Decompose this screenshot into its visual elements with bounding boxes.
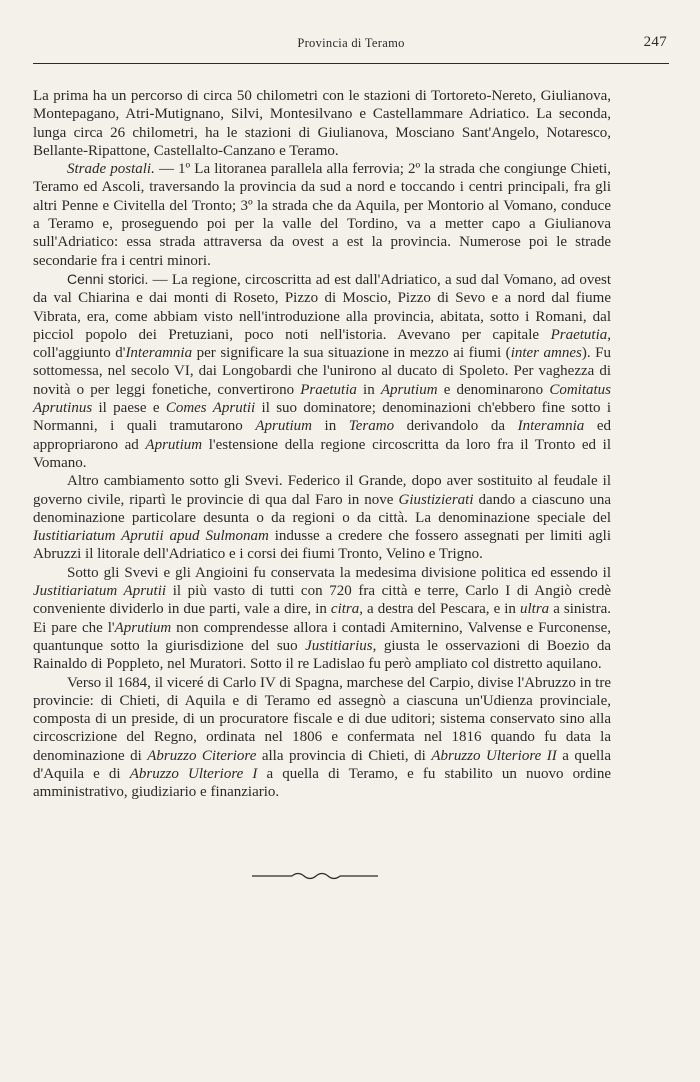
paragraph-railways: La prima ha un percorso di circa 50 chilometri con le stazioni di Tortoreto-Nereto, Giulianova, Montepagano, Atri-Mutignano, Silvi, Montesilvano e Castellammare Adriatico. La seconda, lunga circa 26 chilometri, ha le stazioni di Giulianova, Mosciano Sant'Angelo, Notaresco, Bellante-Ripattone, Castellalto-Canzano e Teramo.: [33, 88, 611, 159]
paragraph-cenni-storici: Cenni storici. — La regione, circoscritta ad est dall'Adriatico, a sud dal Vomano, ad ovest da val Chiarina e dai monti di Roseto, Pizzo di Moscio, Pizzo di Sevo e a nord dal fiume Vibrata, era, come abbiam visto nell'introduzione alla provincia, abitata, sotto i Romani, dal picciol popolo dei Pretuziani, poco noti nell'istoria. Avevano per capitale Praetutia, coll'aggiunto d'Interamnia per significare la sua situazione in mezzo ai fiumi (inter amnes). Fu sottomessa, nel secolo VI, dai Longobardi che l'unirono al ducato di Spoleto. Per vaghezza di novità o per leggi fonetiche, convertirono Praetutia in Aprutium e denominarono Comitatus Aprutinus il paese e Comes Aprutii il suo dominatore; denominazioni ch'ebbero fine sotto i Normanni, i quali tramutarono Aprutium in Teramo derivandolo da Interamnia ed appropriarono ad Aprutium l'estensione della regione circoscritta da loro fra il Tronto ed il Vomano.: [33, 270, 612, 471]
running-title: Provincia di Teramo: [297, 36, 405, 50]
paragraph-strade-postali: Strade postali. — 1º La litoranea parallela alla ferrovia; 2º la strada che congiunge Chieti, Teramo ed Ascoli, traversando la provincia da sud a nord e toccando i centri principali, fra gli altri Penne e Civitella del Tronto; 3º la strada che da Aquila, per Montorio al Vomano, conduce a Teramo e, proseguendo poi per la valle del Tordino, va a metter capo a Giulianova sull'Adriatico: essa strada attraversa da ovest a est la provincia. Numerose poi le strade secondarie fra i centri minori.: [33, 161, 611, 269]
page-number: 247: [643, 34, 667, 50]
running-head: [33, 34, 669, 56]
section-lead-cenni-storici: Cenni storici.: [67, 270, 149, 287]
header-rule: [33, 63, 669, 64]
section-lead-strade-postali: Strade postali.: [67, 161, 155, 178]
paragraph-angioini: Sotto gli Svevi e gli Angioini fu conservata la medesima divisione politica ed essendo il Justitiariatum Aprutii il più vasto di tutti con 720 fra città e terre, Carlo I di Angiò credè conveniente dividerlo in due parti, vale a dire, in citra, a destra del Pescara, e in ultra a sinistra. Ei pare che l'Aprutium non comprendesse allora i contadi Amiternino, Valvense e Furconense, quantunque sotto la giurisdizione del suo Justitiarius, giusta le osservazioni di Boezio da Rainaldo di Poppleto, nel Muratori. Sotto il re Ladislao fu però ampliato col distretto aquilano.: [33, 564, 611, 673]
paragraph-1684: Verso il 1684, il viceré di Carlo IV di Spagna, marchese del Carpio, divise l'Abruzzo in tre provincie: di Chieti, di Aquila e di Teramo ed assegnò a ciascuna un'Udienza provinciale, composta di un preside, di un procuratore fiscale e di due uditori; sistema conservato sino alla circoscrizione del Regno, ordinata nel 1806 e confermata nel 1816 quando fu data la denominazione di Abruzzo Citeriore alla provincia di Chieti, di Abruzzo Ulteriore II a quella d'Aquila e di Abruzzo Ulteriore I a quella di Teramo, e fu stabilito un nuovo ordine amministrativo, giudiziario e finanziario.: [33, 674, 612, 801]
tailpiece-ornament-icon: [250, 870, 380, 882]
paragraph-svevi: Altro cambiamento sotto gli Svevi. Federico il Grande, dopo aver sostituito al feudale il governo civile, ripartì le provincie di qua dal Faro in nove Giustizierati dando a ciascuno una denominazione particolare desunta o da regioni o da città. La denominazione speciale del Iustitiariatum Aprutii apud Sulmonam indusse a credere che fossero assegnati per limiti agli Abruzzi il litorale dell'Adriatico e i corsi dei fiumi Tronto, Velino e Trigno.: [33, 473, 612, 563]
body-text: [33, 87, 611, 802]
